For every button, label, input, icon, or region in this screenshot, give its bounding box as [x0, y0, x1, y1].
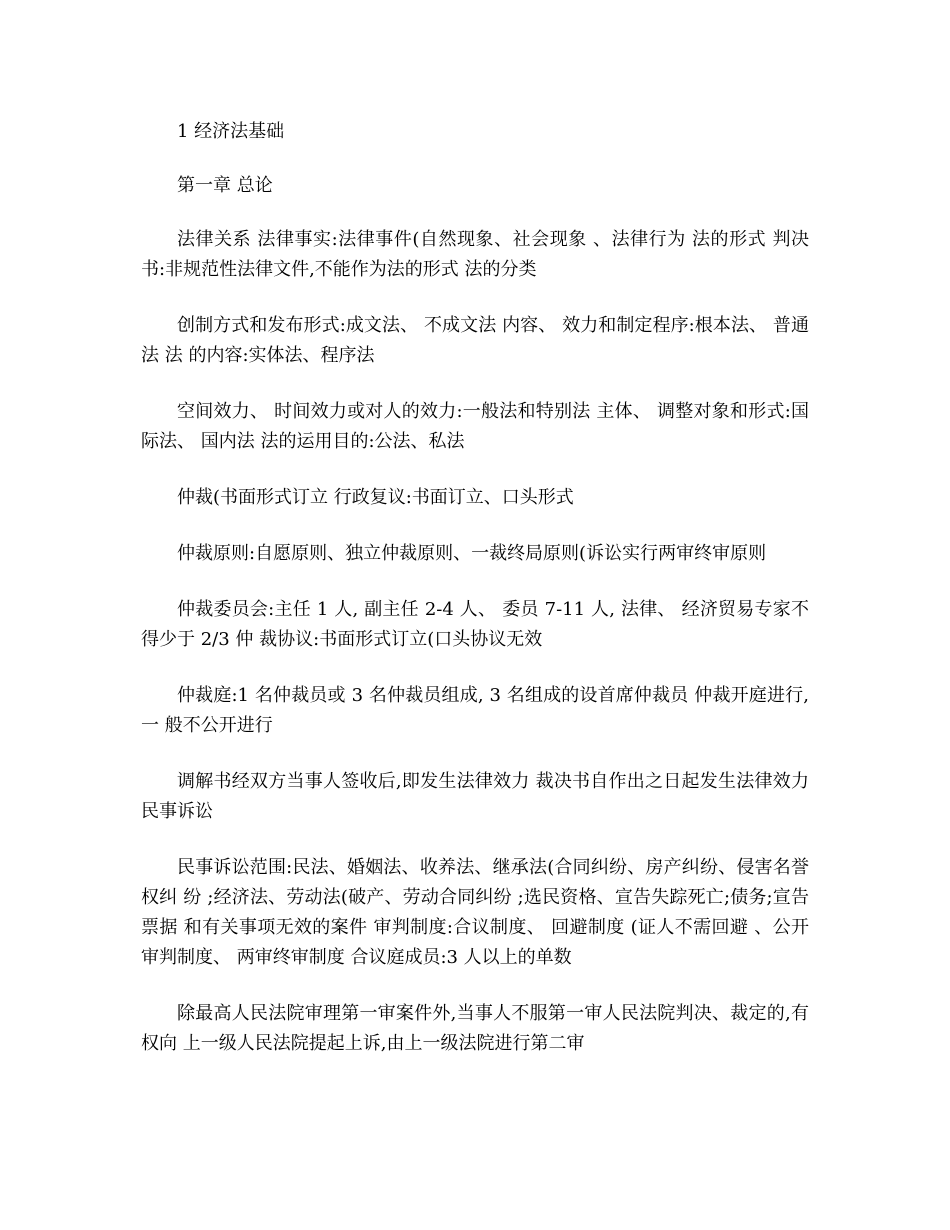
paragraph: 法律关系 法律事实:法律事件(自然现象、社会现象 、法律行为 法的形式 判决书:非规范性法律文件,不能作为法的形式 法的分类 [141, 229, 809, 280]
document-body [141, 117, 809, 1085]
paragraph: 民事诉讼范围:民法、婚姻法、收养法、继承法(合同纠纷、房产纠纷、侵害名誉权纠 纷 ;经济法、劳动法(破产、劳动合同纠纷 ;选民资格、宣告失踪死亡;债务;宣告票据 和有关事项无效的案件 审判制度:合议制度、 回避制度 (证人不需回避 、公开审判制度、 两审终审制度 合议庭成员:3 人以上的单数 [141, 857, 809, 968]
paragraph: 除最高人民法院审理第一审案件外,当事人不服第一审人民法院判决、裁定的,有权向 上一级人民法院提起上诉,由上一级法院进行第二审 [141, 1003, 809, 1054]
document-title: 1 经济法基础 [177, 121, 285, 142]
paragraph: 仲裁(书面形式订立 行政复议:书面订立、口头形式 [177, 487, 574, 508]
paragraph: 空间效力、 时间效力或对人的效力:一般法和特别法 主体、 调整对象和形式:国际法、 国内法 法的运用目的:公法、私法 [141, 401, 809, 452]
paragraph: 仲裁委员会:主任 1 人, 副主任 2-4 人、 委员 7-11 人, 法律、 经济贸易专家不得少于 2/3 仲 裁协议:书面形式订立(口头协议无效 [141, 599, 809, 650]
paragraph: 仲裁原则:自愿原则、独立仲裁原则、一裁终局原则(诉讼实行两审终审原则 [177, 543, 767, 564]
chapter-heading: 第一章 总论 [177, 175, 273, 196]
paragraph: 仲裁庭:1 名仲裁员或 3 名仲裁员组成, 3 名组成的设首席仲裁员 仲裁开庭进行, 一 般不公开进行 [141, 685, 809, 736]
paragraph: 创制方式和发布形式:成文法、 不成文法 内容、 效力和制定程序:根本法、 普通法 法 的内容:实体法、程序法 [141, 315, 809, 366]
paragraph: 调解书经双方当事人签收后,即发生法律效力 裁决书自作出之日起发生法律效力 民事诉讼 [141, 771, 809, 822]
